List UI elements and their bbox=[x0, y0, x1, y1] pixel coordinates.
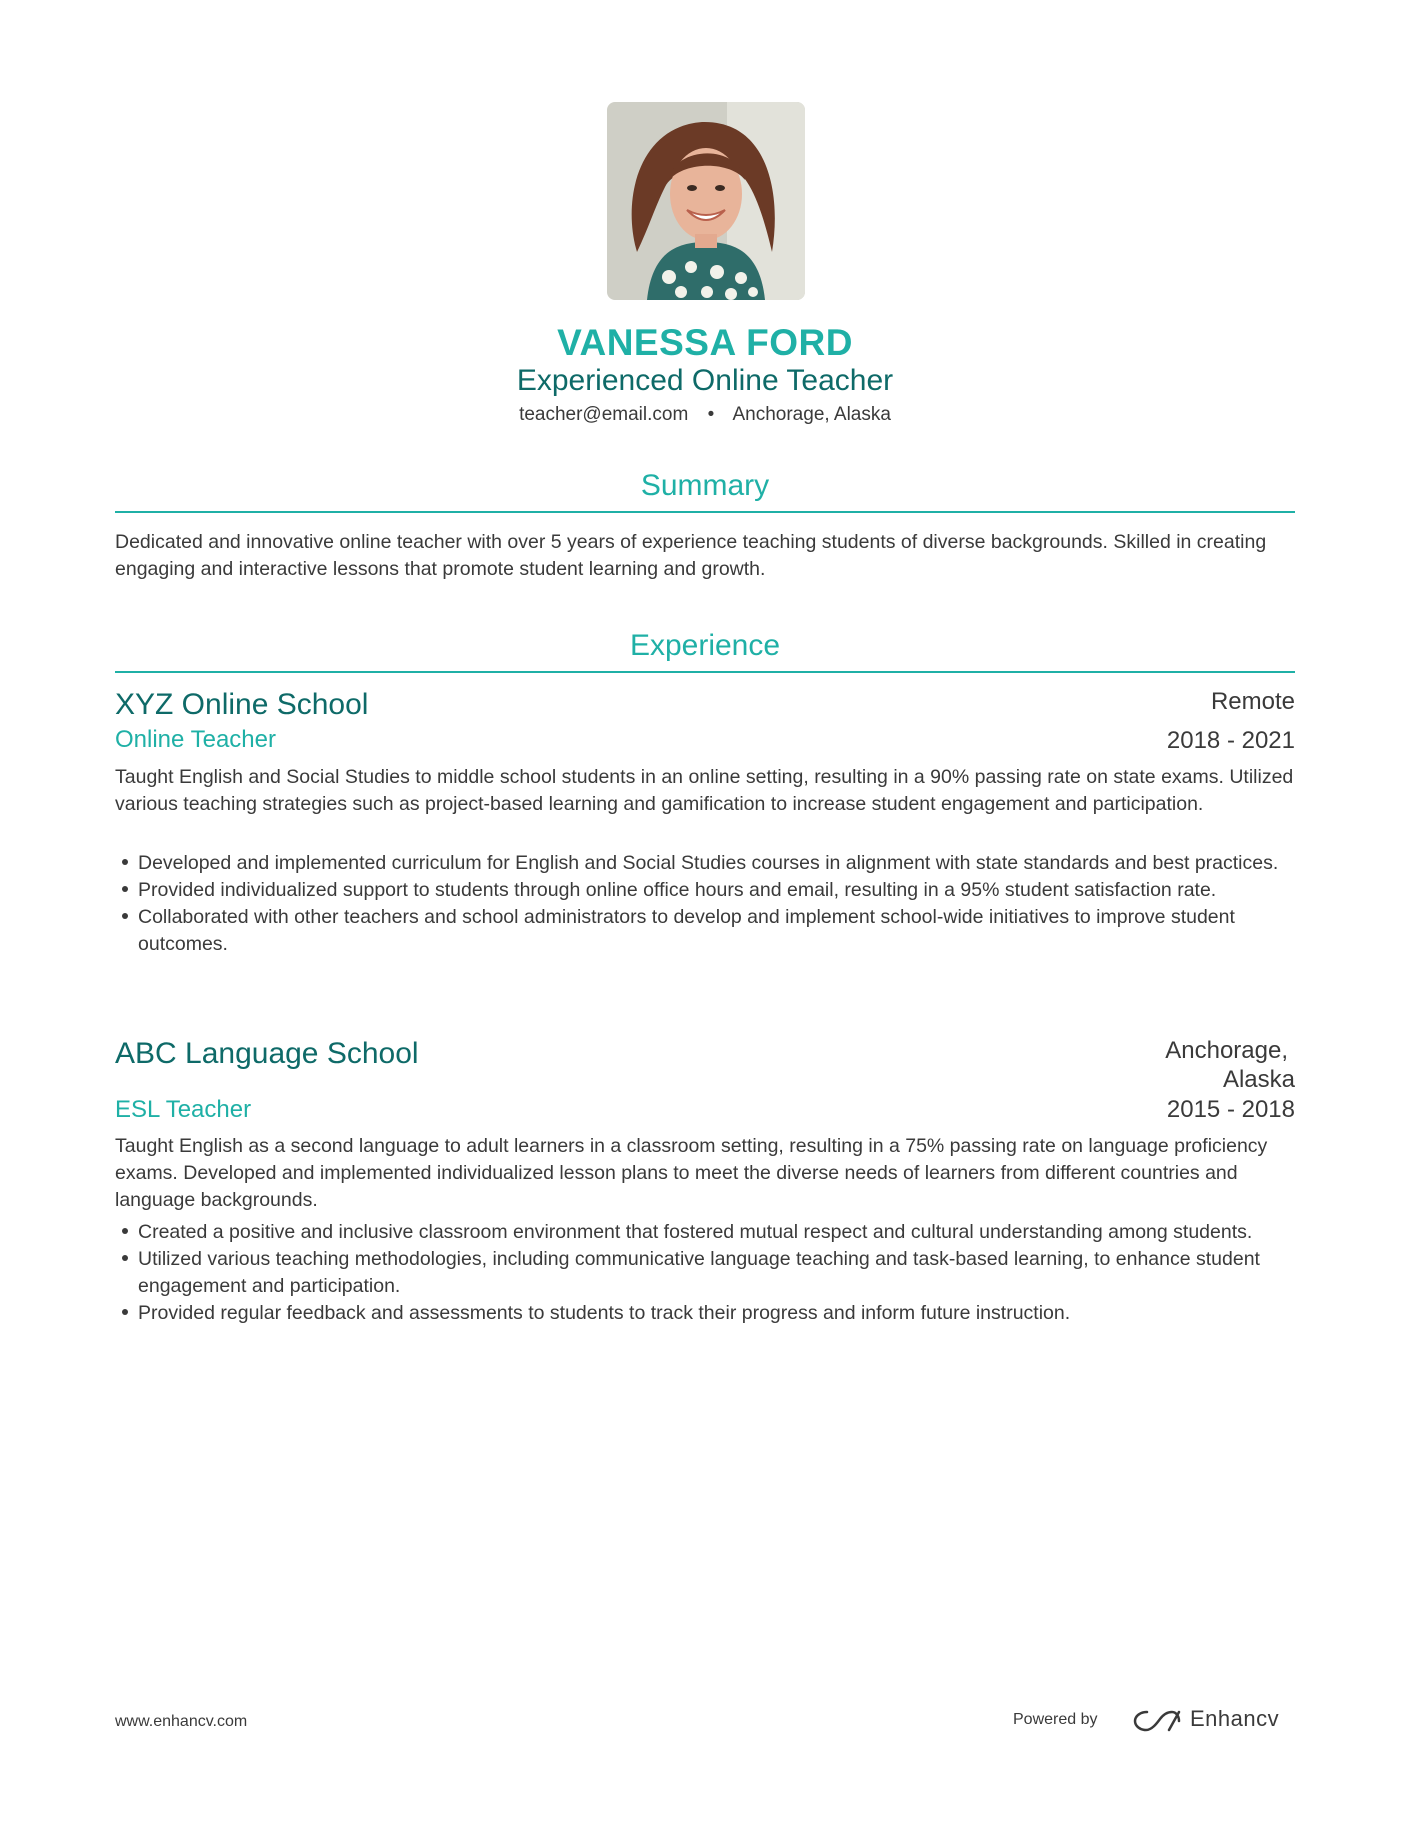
footer-website-link[interactable]: www.enhancv.com bbox=[115, 1713, 248, 1730]
contact-location: Anchorage, Alaska bbox=[732, 404, 891, 425]
list-item: Provided regular feedback and assessments to students to track their progress and inform future instruction. bbox=[115, 1300, 1300, 1327]
enhancv-logo-text: Enhancv bbox=[1190, 1706, 1280, 1731]
job-dates: 2015 - 2018 bbox=[1166, 1096, 1295, 1123]
list-item: Utilized various teaching methodologies, including communicative language teaching and task-based learning, to enhance student engagement and participation. bbox=[115, 1246, 1300, 1300]
contact-separator: • bbox=[707, 404, 715, 425]
contact-line bbox=[0, 404, 1410, 426]
summary-section-title: Summary bbox=[640, 469, 770, 502]
job-description: Taught English and Social Studies to middle school students in an online setting, resulting in a 90% passing rate on state exams. Utilized various teaching strategies such as project-based learning and gamification to increase student engagement and participation. bbox=[115, 766, 1294, 815]
candidate-name: VANESSA FORD bbox=[557, 322, 853, 363]
list-item: Provided individualized support to students through online office hours and email, resulting in a 95% student satisfaction rate. bbox=[115, 877, 1300, 904]
job-location-line1: Anchorage, bbox=[1165, 1037, 1288, 1064]
job-bullet-list bbox=[115, 1219, 1300, 1327]
profile-photo bbox=[607, 102, 805, 300]
job-role: Online Teacher bbox=[115, 726, 276, 753]
job-company: ABC Language School bbox=[115, 1037, 419, 1070]
job-description: Taught English as a second language to adult learners in a classroom setting, resulting in a 75% passing rate on language proficiency exams. Developed and implemented individualized lesson plans to meet the diverse needs of learners from different countries and language backgrounds. bbox=[115, 1135, 1268, 1211]
experience-section-title: Experience bbox=[629, 629, 781, 662]
summary-text: Dedicated and innovative online teacher with over 5 years of experience teaching students of diverse backgrounds. Skilled in creating engaging and interactive lessons that promote student learning and growth. bbox=[115, 531, 1267, 580]
experience-divider bbox=[115, 671, 1295, 673]
summary-divider bbox=[115, 511, 1295, 513]
list-item: Collaborated with other teachers and school administrators to develop and implement school-wide initiatives to improve student outcomes. bbox=[115, 904, 1300, 958]
enhancv-logo-icon bbox=[1133, 1708, 1181, 1739]
job-location-line2: Alaska bbox=[1222, 1066, 1295, 1093]
job-bullet-list bbox=[115, 850, 1300, 958]
powered-by-label: Powered by bbox=[1013, 1711, 1098, 1728]
candidate-headline: Experienced Online Teacher bbox=[516, 364, 894, 397]
job-role: ESL Teacher bbox=[115, 1096, 252, 1123]
list-item: Developed and implemented curriculum for English and Social Studies courses in alignment with state standards and best practices. bbox=[115, 850, 1300, 877]
job-dates: 2018 - 2021 bbox=[1166, 727, 1295, 754]
job-company: XYZ Online School bbox=[115, 688, 369, 721]
contact-email[interactable]: teacher@email.com bbox=[519, 404, 689, 425]
list-item: Created a positive and inclusive classroom environment that fostered mutual respect and cultural understanding among students. bbox=[115, 1219, 1300, 1246]
job-location: Remote bbox=[1210, 688, 1295, 715]
